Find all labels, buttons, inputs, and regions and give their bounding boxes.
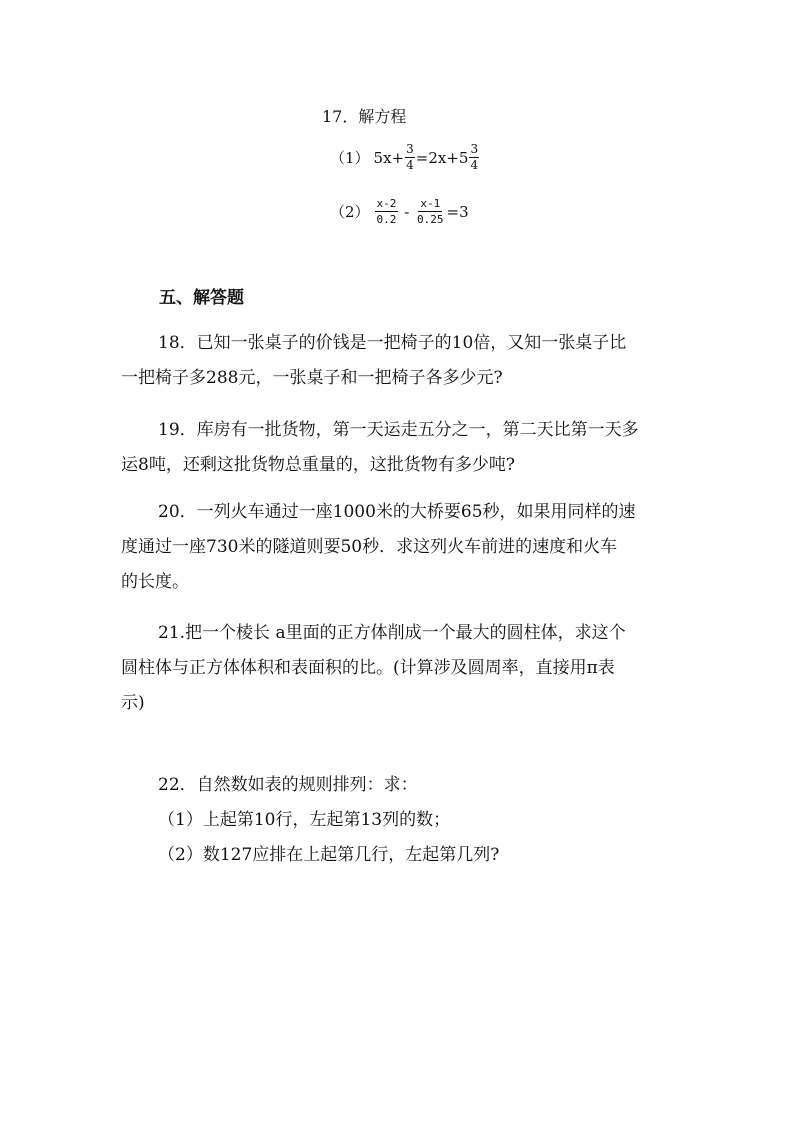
fraction-denominator: 4: [406, 158, 414, 172]
question-20-line-1: 20．一列火车通过一座1000米的大桥要65秒，如果用同样的速: [158, 502, 636, 522]
equation-2-label: （2）: [330, 203, 370, 221]
equation-2-fraction-2: [415, 197, 446, 226]
fraction-numerator: x-2: [376, 197, 397, 210]
question-19: [121, 413, 681, 483]
question-20: [121, 495, 681, 600]
equation-1-fraction-2: [469, 143, 479, 172]
question-22: [121, 768, 681, 873]
question-21: [121, 616, 681, 721]
question-22-line-1: 22．自然数如表的规则排列：求：: [158, 775, 418, 795]
question-21-line-3: 示): [121, 693, 145, 713]
equation-2-minus: -: [399, 202, 415, 221]
equation-2-rhs: =3: [446, 202, 469, 221]
equation-2: [330, 197, 469, 226]
question-18-line-1: 18．已知一张桌子的价钱是一把椅子的10倍，又知一张桌子比: [158, 333, 627, 353]
equation-2-fraction-1: [375, 197, 399, 226]
question-17-title: 17．解方程: [322, 107, 407, 126]
question-19-line-1: 19．库房有一批货物，第一天运走五分之一，第二天比第一天多: [158, 420, 639, 440]
question-22-line-3: （2）数127应排在上起第几行，左起第几列?: [158, 845, 500, 865]
question-20-line-3: 的长度。: [121, 572, 189, 592]
fraction-denominator: 0.25: [417, 213, 444, 226]
fraction-denominator: 4: [470, 158, 479, 172]
equation-1-fraction-1: [405, 143, 415, 172]
question-18: [121, 326, 681, 396]
fraction-numerator: 3: [470, 142, 479, 156]
question-21-line-1: 21.把一个棱长 a里面的正方体削成一个最大的圆柱体，求这个: [158, 623, 626, 643]
section-title: 五、解答题: [159, 288, 244, 308]
question-20-line-2: 度通过一座730米的隧道则要50秒．求这列火车前进的速度和火车: [121, 537, 618, 557]
question-19-line-2: 运8吨，还剩这批货物总重量的，这批货物有多少吨?: [121, 455, 515, 475]
fraction-numerator: 3: [406, 142, 414, 156]
equation-1-left-term: 5x+: [373, 148, 405, 167]
fraction-numerator: x-1: [420, 197, 441, 210]
question-18-line-2: 一把椅子多288元，一张桌子和一把椅子各多少元?: [121, 368, 503, 388]
question-21-line-2: 圆柱体与正方体体积和表面积的比。(计算涉及圆周率，直接用π表: [121, 658, 615, 678]
equation-1-mid-term: =2x+5: [415, 148, 469, 167]
equation-1-label: （1）: [330, 149, 370, 167]
equation-1: [330, 143, 480, 172]
fraction-denominator: 0.2: [376, 213, 397, 226]
question-22-line-2: （1）上起第10行，左起第13列的数；: [158, 810, 451, 830]
